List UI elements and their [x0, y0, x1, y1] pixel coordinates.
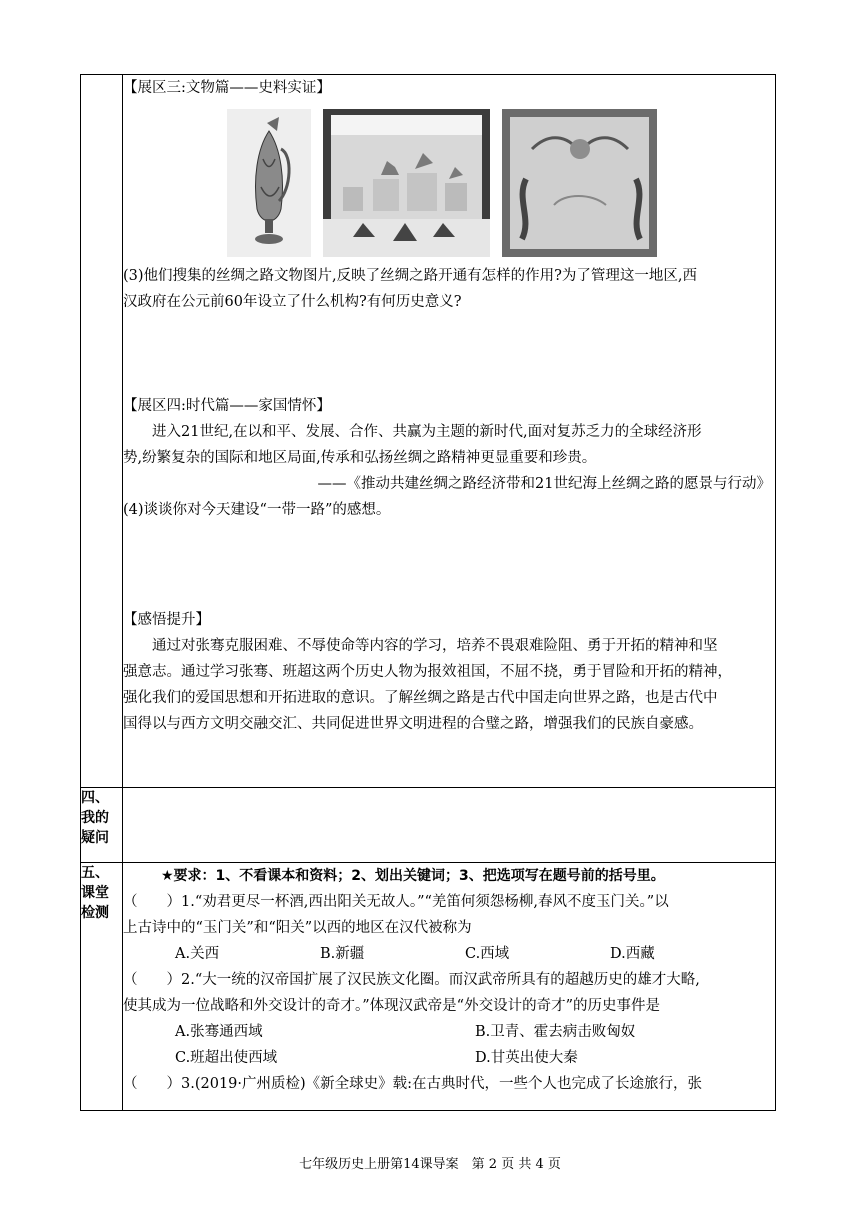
- museum-display-image: [323, 109, 490, 257]
- question-4: (4)谈谈你对今天建设“一带一路”的感想。: [123, 502, 391, 518]
- question-3-line-2: 汉政府在公元前60年设立了什么机构?有何历史意义?: [123, 294, 462, 310]
- quiz-q2-options-row-2: [123, 1045, 775, 1071]
- quiz-q2-option-d[interactable]: D.甘英出使大秦: [475, 1050, 578, 1066]
- quiz-q2-line-1: （ ）2.“大一统的汉帝国扩展了汉民族文化圈。而汉武帝所具有的超越历史的雄才大略,: [123, 972, 700, 988]
- insight-line-2: 强意志。通过学习张骞、班超这两个历史人物为报效祖国，不屈不挠，勇于冒险和开拓的精神，: [123, 664, 732, 680]
- section-5-title-2: 检测: [81, 905, 109, 921]
- answer-space-3[interactable]: [123, 315, 775, 393]
- quiz-q1-option-a[interactable]: A.关西: [175, 946, 220, 962]
- page-footer: 七年级历史上册第14课导案 第 2 页 共 4 页: [299, 1157, 561, 1172]
- section-5-content: [123, 863, 776, 1111]
- insight-line-4: 国得以与西方文明交融交汇、共同促进世界文明进程的合璧之路，增强我们的民族自豪感。: [123, 716, 703, 732]
- quiz-q2-options-row-1: [123, 1019, 775, 1045]
- answer-space-4[interactable]: [123, 523, 775, 607]
- insight-line-3: 强化我们的爱国思想和开拓进取的意识。了解丝绸之路是古代中国走向世界之路，也是古代中: [123, 690, 718, 706]
- quiz-q1-option-b[interactable]: B.新疆: [320, 946, 365, 962]
- lesson-table: [80, 74, 776, 1111]
- section-4-title-2: 疑问: [81, 830, 109, 846]
- gilded-ewer-image: [227, 109, 311, 257]
- exhibit-3-title: 【展区三:文物篇——史料实证】: [123, 80, 331, 96]
- quiz-q1-option-d[interactable]: D.西藏: [610, 946, 655, 962]
- section-5-title-1: 课堂: [81, 885, 109, 901]
- quiz-q2-option-a[interactable]: A.张骞通西域: [175, 1024, 263, 1040]
- embroidered-silk-image: [502, 109, 657, 257]
- insight-title: 【感悟提升】: [123, 612, 210, 628]
- section-5-number: 五、: [81, 865, 109, 881]
- my-questions-field[interactable]: [123, 788, 776, 863]
- quiz-q2-option-b[interactable]: B.卫青、霍去病击败匈奴: [475, 1024, 636, 1040]
- section-5-label: [81, 863, 123, 1111]
- question-3-line-1: (3)他们搜集的丝绸之路文物图片,反映了丝绸之路开通有怎样的作用?为了管理这一地区,西: [123, 268, 698, 284]
- artifact-images: [227, 109, 775, 257]
- quiz-q1-line-1: （ ）1.“劝君更尽一杯酒,西出阳关无故人。”“羌笛何须怨杨柳,春风不度玉门关。”以: [123, 894, 669, 910]
- quiz-q1-options: [123, 941, 775, 967]
- section-4-title-1: 我的: [81, 810, 109, 826]
- exhibit-4-text-line-2: 势,纷繁复杂的国际和地区局面,传承和弘扬丝绸之路精神更显重要和珍贵。: [123, 450, 597, 466]
- quiz-q2-option-c[interactable]: C.班超出使西域: [175, 1050, 278, 1066]
- quiz-q1-option-c[interactable]: C.西域: [465, 946, 510, 962]
- section-4-number: 四、: [81, 790, 109, 806]
- insight-line-1: 通过对张骞克服困难、不辱使命等内容的学习，培养不畏艰难险阻、勇于开拓的精神和坚: [152, 638, 718, 654]
- section-4-label: [81, 788, 123, 863]
- section-3-label-cell: [81, 75, 123, 788]
- quiz-q3-line-1: （ ）3.(2019·广州质检)《新全球史》载:在古典时代，一些个人也完成了长途旅行，张: [123, 1076, 703, 1092]
- quiz-q2-line-2: 使其成为一位战略和外交设计的奇才。”体现汉武帝是“外交设计的奇才”的历史事件是: [123, 998, 660, 1014]
- exhibit-4-title: 【展区四:时代篇——家国情怀】: [123, 398, 331, 414]
- quiz-requirement: ★要求：1、不看课本和资料；2、划出关键词；3、把选项写在题号前的括号里。: [161, 868, 665, 884]
- quiz-q1-line-2: 上古诗中的“玉门关”和“阳关”以西的地区在汉代被称为: [123, 920, 472, 936]
- exhibit-4-text-line-1: 进入21世纪,在以和平、发展、合作、共赢为主题的新时代,面对复苏乏力的全球经济形: [152, 424, 702, 440]
- section-3-content: [123, 75, 776, 788]
- exhibit-4-source: ——《推动共建丝绸之路经济带和21世纪海上丝绸之路的愿景与行动》: [317, 476, 771, 492]
